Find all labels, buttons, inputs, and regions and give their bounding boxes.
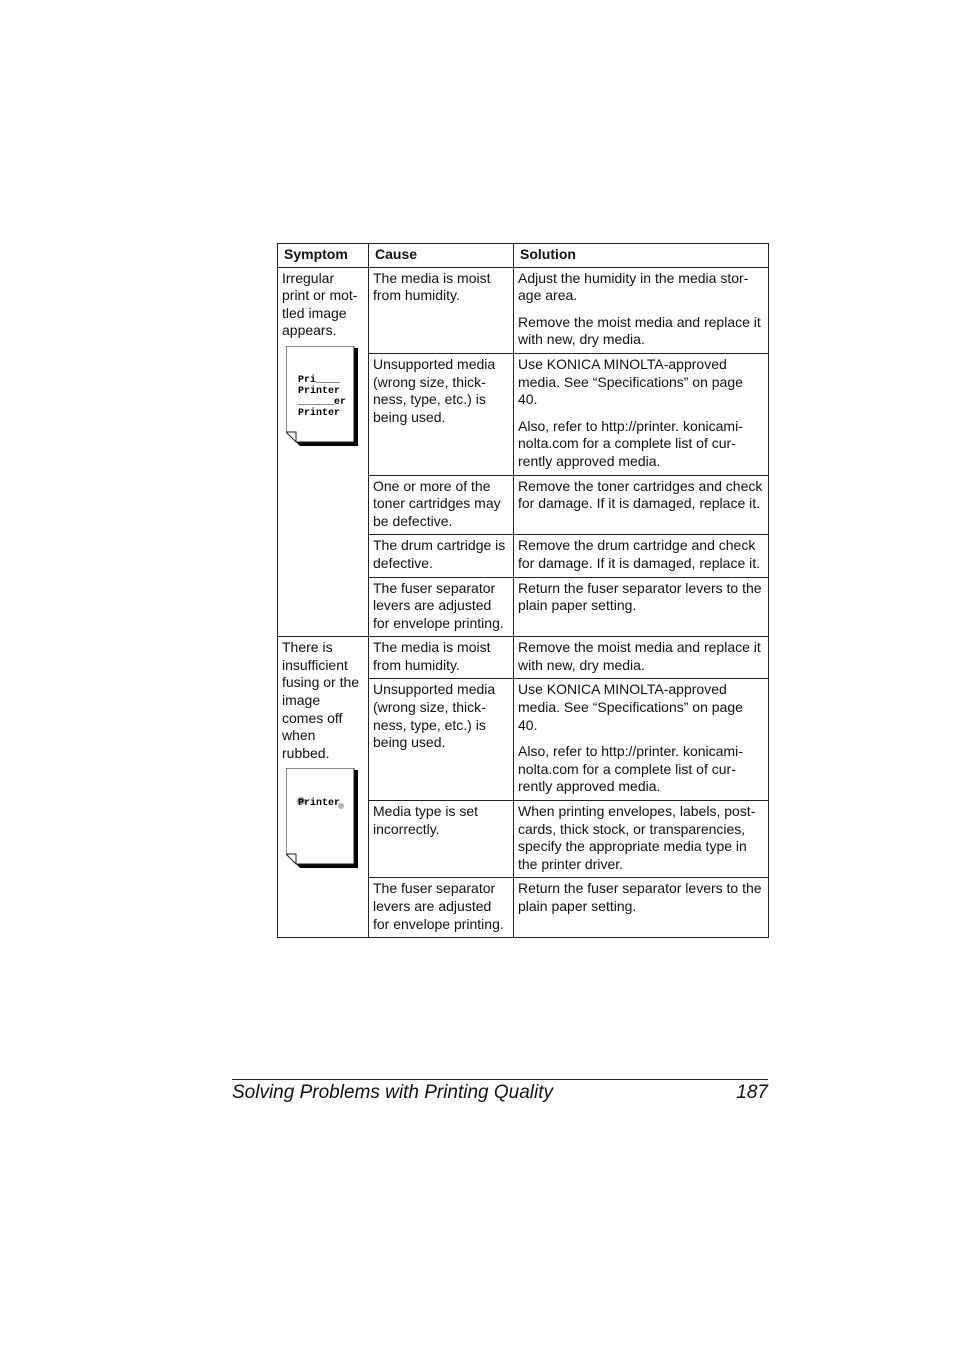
cause-cell: The media is moist from humidity. bbox=[369, 637, 514, 679]
sample-line-3: ______er bbox=[298, 396, 347, 408]
header-symptom: Symptom bbox=[278, 244, 369, 268]
sample-line-4: Printer bbox=[298, 407, 341, 419]
solution-cell: Use KONICA MINOLTA-approved media. See “Specifications” on page 40. Also, refer to http://printer. konicami-nolta.com for a complete list of cur-rently approved media. bbox=[514, 353, 769, 475]
solution-cell: Remove the drum cartridge and check for damage. If it is damaged, replace it. bbox=[514, 535, 769, 577]
solution-cell: Remove the moist media and replace it with new, dry media. bbox=[514, 637, 769, 679]
cause-cell: The fuser separator levers are adjusted for envelope printing. bbox=[369, 878, 514, 938]
troubleshooting-table-container bbox=[277, 243, 768, 938]
solution-cell: Remove the toner cartridges and check for damage. If it is damaged, replace it. bbox=[514, 475, 769, 535]
mottled-print-sample-icon bbox=[286, 346, 358, 446]
header-solution: Solution bbox=[514, 244, 769, 268]
footer-section-title: Solving Problems with Printing Quality bbox=[232, 1082, 554, 1103]
troubleshooting-table bbox=[277, 243, 769, 938]
cause-cell: The media is moist from humidity. bbox=[369, 267, 514, 353]
header-cause: Cause bbox=[369, 244, 514, 268]
solution-cell: When printing envelopes, labels, post-cards, thick stock, or transparencies, specify the appropriate media type in the printer driver. bbox=[514, 801, 769, 878]
cause-cell: The fuser separator levers are adjusted for envelope printing. bbox=[369, 577, 514, 637]
cause-cell: Media type is set incorrectly. bbox=[369, 801, 514, 878]
table-row bbox=[278, 637, 769, 679]
solution-cell: Use KONICA MINOLTA-approved media. See “Specifications” on page 40. Also, refer to http://printer. konicami-nolta.com for a complete list of cur-rently approved media. bbox=[514, 679, 769, 801]
footer-divider bbox=[232, 1079, 768, 1080]
cause-cell: Unsupported media (wrong size, thick-ness, type, etc.) is being used. bbox=[369, 679, 514, 801]
symptom-text: There is insufficient fusing or the image comes off when rubbed. bbox=[282, 639, 360, 761]
solution-cell: Return the fuser separator levers to the plain paper setting. bbox=[514, 577, 769, 637]
footer-page-number: 187 bbox=[736, 1082, 768, 1103]
sample-line-2: Printer bbox=[298, 385, 341, 397]
table-header-row bbox=[278, 244, 769, 268]
cause-cell: One or more of the toner cartridges may be defective. bbox=[369, 475, 514, 535]
smudged-print-sample-icon bbox=[286, 768, 358, 868]
solution-cell: Return the fuser separator levers to the plain paper setting. bbox=[514, 878, 769, 938]
symptom-cell bbox=[278, 267, 369, 637]
symptom-cell bbox=[278, 637, 369, 938]
table-row bbox=[278, 267, 769, 353]
symptom-text: Irregular print or mot-tled image appears. bbox=[282, 269, 358, 339]
sample-line-1: Printer bbox=[298, 798, 341, 810]
sample-line-1: Pri____ bbox=[298, 374, 341, 386]
cause-cell: Unsupported media (wrong size, thick-ness, type, etc.) is being used. bbox=[369, 353, 514, 475]
cause-cell: The drum cartridge is defective. bbox=[369, 535, 514, 577]
solution-cell: Adjust the humidity in the media stor-age area. Remove the moist media and replace it with new, dry media. bbox=[514, 267, 769, 353]
